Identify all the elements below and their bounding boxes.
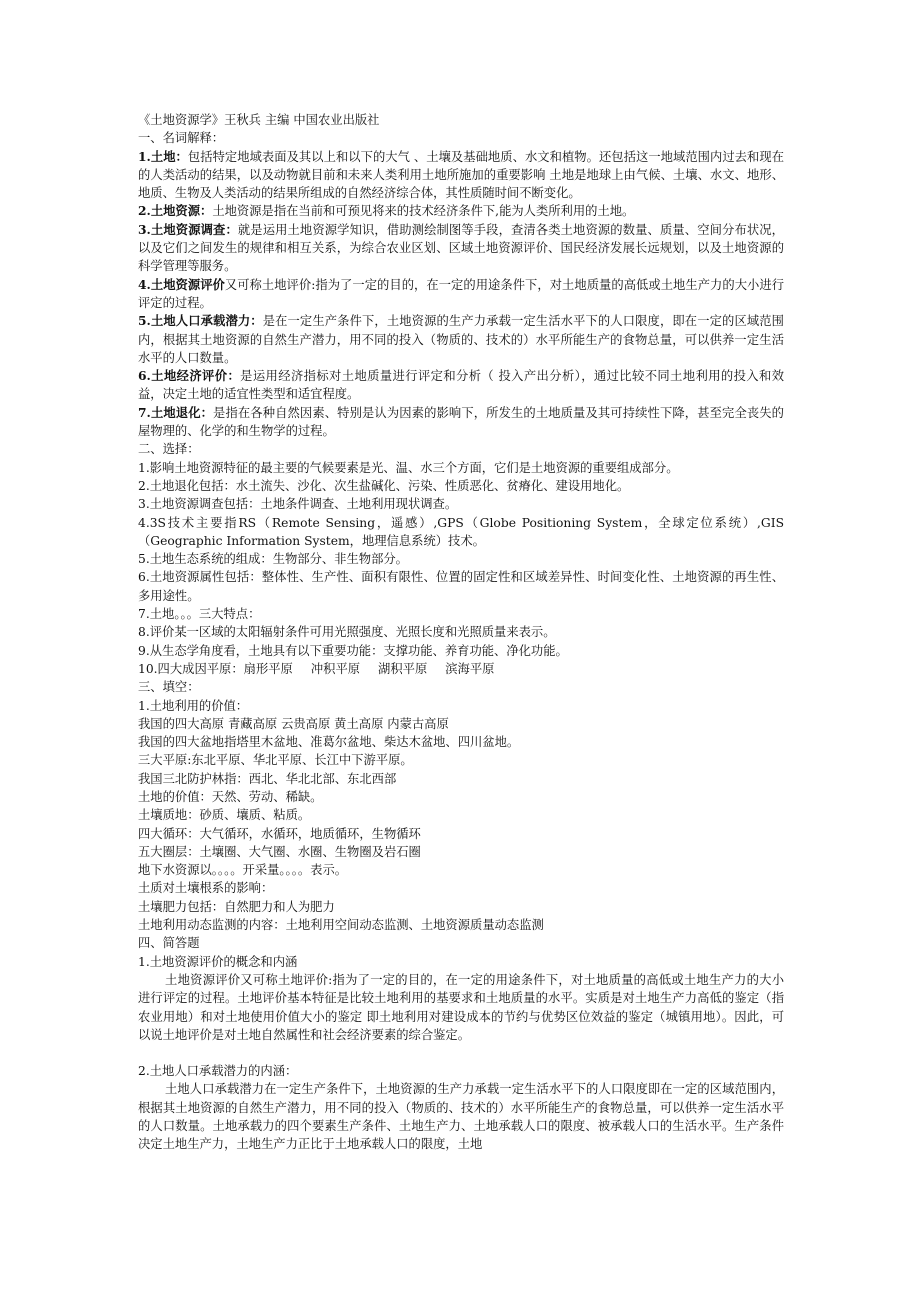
definition-item xyxy=(138,312,784,367)
choice-item: 5.土地生态系统的组成：生物部分、非生物部分。 xyxy=(138,552,408,567)
choice-item: 7.土地。。。三大特点： xyxy=(138,607,261,622)
fill-line: 我国的四大高原 青藏高原 云贵高原 黄土高原 内蒙古高原 xyxy=(138,716,449,731)
fill-line: 土地利用动态监测的内容：土地利用空间动态监测、土地资源质量动态监测 xyxy=(138,918,544,933)
definition-item xyxy=(138,276,784,313)
definition-text: 土地资源是指在当前和可预见将来的技术经济条件下,能为人类所利用的土地。 xyxy=(212,204,635,219)
fill-line: 1.土地利用的价值： xyxy=(138,698,249,713)
fill-line: 三大平原:东北平原、华北平原、长江中下游平原。 xyxy=(138,753,413,768)
question-title: 2.土地人口承载潜力的内涵： xyxy=(138,1064,298,1079)
definition-term: 2.土地资源： xyxy=(138,203,213,219)
choice-item-10 xyxy=(138,660,784,678)
definition-term: 7.土地退化： xyxy=(138,404,214,420)
fill-line: 五大圈层：土壤圈、大气圈、水圈、生物圈及岩石圈 xyxy=(138,844,421,859)
fill-line: 土壤质地：砂质、壤质、粘质。 xyxy=(138,808,311,823)
definition-term: 5.土地人口承载潜力： xyxy=(138,313,263,329)
definition-text: 是运用经济指标对土地质量进行评定和分析（ 投入产出分析），通过比较不同土地利用的投入和效益，决定土地的适宜性类型和适宜程度。 xyxy=(138,369,784,402)
section-heading-choices: 二、选择： xyxy=(138,442,200,457)
fill-line: 四大循环：大气循环，水循环，地质循环，生物循环 xyxy=(138,826,421,841)
plain-type: 湖积平原 xyxy=(378,661,428,676)
definition-text: 是指在各种自然因素、特别是认为因素的影响下，所发生的土地质量及其可持续性下降，甚至完全丧失的屋物理的、化学的和生物学的过程。 xyxy=(138,405,784,439)
plain-type: 扇形平原 xyxy=(243,661,293,676)
choice-item-lead: 10.四大成因平原： xyxy=(138,661,244,676)
choice-item: 1.影响土地资源特征的最主要的气候要素是光、温、水三个方面，它们是土地资源的重要组成部分。 xyxy=(138,460,679,475)
definition-term: 4.土地资源评价 xyxy=(138,276,225,292)
choice-item: 2.土地退化包括：水土流失、沙化、次生盐碱化、污染、性质恶化、贫瘠化、建设用地化。 xyxy=(138,478,630,493)
fill-line: 土地的价值：天然、劳动、稀缺。 xyxy=(138,789,323,804)
section-heading-definitions: 一、名词解释： xyxy=(138,131,225,146)
fill-line: 我国三北防护林指：西北、华北北部、东北西部 xyxy=(138,771,397,786)
choice-item: 4.3S技术主要指RS（Remote Sensing，遥感）,GPS（Globe Positioning System，全球定位系统）,GIS（Geographic Information System，地理信息系统）技术。 xyxy=(138,515,784,548)
question-title: 1.土地资源评价的概念和内涵 xyxy=(138,954,298,969)
definition-text: 是在一定生产条件下，土地资源的生产力承载一定生活水平下的人口限度，即在一定的区域范围内，根据其土地资源的自然生产潜力，用不同的投入（物质的、技术的）水平所能生产的食物总量，可以供养一定生活水平的人口数量。 xyxy=(138,314,784,365)
section-heading-fill: 三、填空： xyxy=(138,680,200,695)
answer-paragraph: 土地资源评价又可称土地评价:指为了一定的目的，在一定的用途条件下，对土地质量的高低或土地生产力的大小进行评定的过程。土地评价基本特征是比较土地利用的基要求和土地质量的水平。实质是对土地生产力高低的鉴定（指农业用地）和对土地使用价值大小的鉴定 即土地利用对建设成本的节约与优势区位效益的鉴定（城镇用地）。因此，可以说土地评价是对土地自然属性和社会经济要素的综合鉴定。 xyxy=(138,972,784,1042)
definition-text: 包括特定地域表面及其以上和以下的大气 、土壤及基础地质、水文和植物。还包括这一地域范围内过去和现在的人类活动的结果，以及动物就目前和未来人类利用土地所施加的重要影响 土地是地球上由气候、土壤、水文、地形、地质、生物及人类活动的结果所组成的自然经济综合体，其性质随时间不断变化。 xyxy=(138,149,784,201)
document-page xyxy=(138,111,784,1154)
definition-term: 3.土地资源调查： xyxy=(138,221,238,237)
definition-item xyxy=(138,221,784,276)
definition-item xyxy=(138,202,784,220)
fill-line: 地下水资源以。。。。开采量。。。。表示。 xyxy=(138,863,348,878)
definition-text: 又可称土地评价:指为了一定的目的，在一定的用途条件下，对土地质量的高低或土地生产力的大小进行评定的过程。 xyxy=(138,277,784,310)
fill-line: 土质对土壤根系的影响： xyxy=(138,881,274,896)
choice-item: 9.从生态学角度看，土地具有以下重要功能：支撑功能、养育功能、净化功能。 xyxy=(138,643,568,658)
choice-item: 3.土地资源调查包括：土地条件调查、土地利用现状调查。 xyxy=(138,497,458,512)
book-reference: 《土地资源学》王秋兵 主编 中国农业出版社 xyxy=(138,113,380,127)
plain-type: 冲积平原 xyxy=(310,661,361,676)
choice-item: 8.评价某一区域的太阳辐射条件可用光照强度、光照长度和光照质量来表示。 xyxy=(138,625,556,640)
answer-paragraph: 土地人口承载潜力在一定生产条件下，土地资源的生产力承载一定生活水平下的人口限度即在一定的区域范围内，根据其土地资源的自然生产潜力，用不同的投入（物质的、技术的）水平所能生产的食物总量，可以供养一定生活水平的人口数量。土地承载力的四个要素生产条件、土地生产力、土地承载人口的限度、被承载人口的生活水平。生产条件决定土地生产力，土地生产力正比于土地承载人口的限度，土地 xyxy=(138,1082,784,1152)
choice-item: 6.土地资源属性包括：整体性、生产性、面积有限性、位置的固定性和区域差异性、时间变化性、土地资源的再生性、多用途性。 xyxy=(138,570,784,603)
blank-line xyxy=(138,1044,784,1062)
fill-line: 我国的四大盆地指塔里木盆地、准葛尔盆地、柴达木盆地、四川盆地。 xyxy=(138,735,520,750)
fill-line: 土壤肥力包括：自然肥力和人为肥力 xyxy=(138,899,335,914)
section-heading-short: 四、简答题 xyxy=(138,936,200,951)
definition-item xyxy=(138,148,784,203)
definition-term: 6.土地经济评价： xyxy=(138,368,241,384)
plain-type: 滨海平原 xyxy=(445,661,495,676)
definition-item xyxy=(138,404,784,441)
definition-term: 1.土地： xyxy=(138,148,188,164)
definition-text: 就是运用土地资源学知识，借助测绘制图等手段，查清各类土地资源的数量、质量、空间分布状况，以及它们之间发生的规律和相互关系，为综合农业区划、区域土地资源评价、国民经济发展长远规划，以及土地资源的科学管理等服务。 xyxy=(138,222,784,274)
definition-item xyxy=(138,367,784,404)
